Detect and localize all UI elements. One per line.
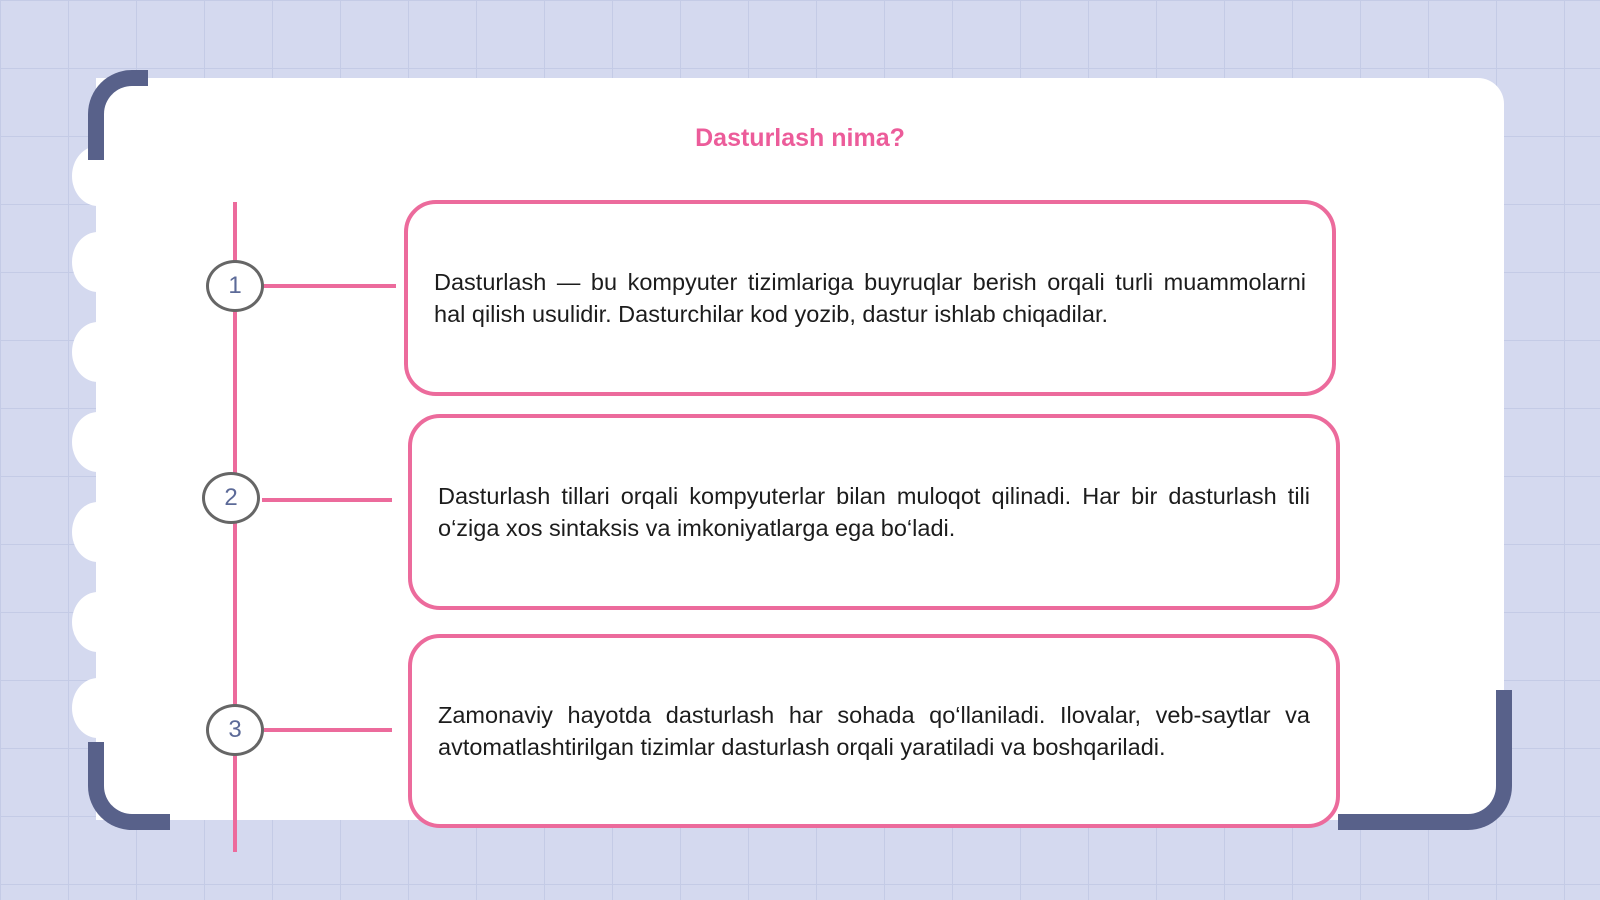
step-card-1 bbox=[404, 200, 1336, 396]
step-card-text: Zamonaviy hayotda dasturlash har sohada qo‘llaniladi. Ilovalar, veb-saytlar va avtomatlashtirilgan tizimlar dasturlash orqali yaratiladi va boshqariladi. bbox=[438, 702, 1310, 760]
step-number-2: 2 bbox=[202, 472, 260, 524]
timeline-connector bbox=[264, 728, 392, 732]
slide-title: Dasturlash nima? bbox=[695, 124, 905, 152]
step-number-3: 3 bbox=[206, 704, 264, 756]
step-card-text: Dasturlash tillari orqali kompyuterlar bilan muloqot qilinadi. Har bir dasturlash tili o‘ziga xos sintaksis va imkoniyatlarga ega bo‘ladi. bbox=[438, 483, 1310, 541]
timeline-connector bbox=[262, 498, 392, 502]
paper-scallop bbox=[72, 678, 124, 738]
step-number-1: 1 bbox=[206, 260, 264, 312]
step-card-3 bbox=[408, 634, 1340, 828]
paper-scallop bbox=[72, 232, 124, 292]
paper-scallop bbox=[72, 502, 124, 562]
paper-scallop bbox=[72, 412, 124, 472]
step-card-text: Dasturlash — bu kompyuter tizimlariga buyruqlar berish orqali turli muammolarni hal qilish usulidir. Dasturchilar kod yozib, dastur ishlab chiqadilar. bbox=[434, 269, 1306, 327]
timeline-connector bbox=[262, 284, 396, 288]
step-card-2 bbox=[408, 414, 1340, 610]
corner-bracket-bottom-left bbox=[88, 742, 170, 830]
corner-bracket-bottom-right bbox=[1338, 690, 1512, 830]
paper-scallop bbox=[72, 322, 124, 382]
paper-scallop bbox=[72, 592, 124, 652]
